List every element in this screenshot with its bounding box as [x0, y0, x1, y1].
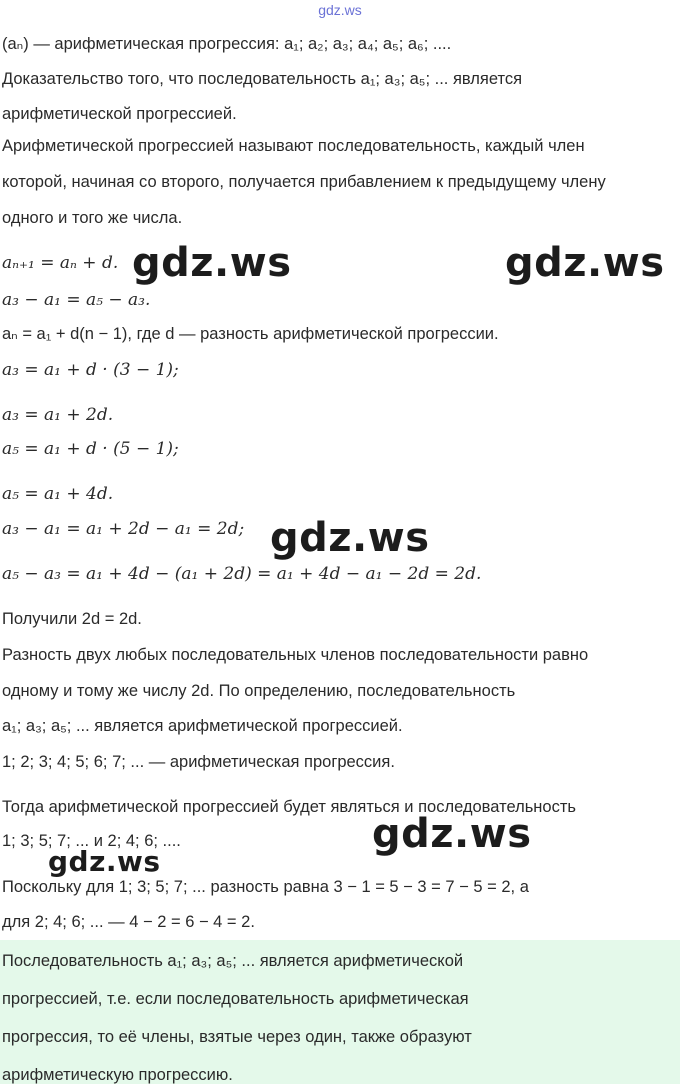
text-line: Доказательство того, что последовательность a₁; a₃; a₅; ... является: [2, 70, 523, 88]
formula-line: a₅ − a₃ = a₁ + 4d − (a₁ + 2d) = a₁ + 4d − a₁ − 2d = 2d.: [2, 564, 482, 584]
formula-line: aₙ₊₁ = aₙ + d.: [2, 253, 119, 273]
formula-line: aₙ = a₁ + d(n − 1), где d — разность арифметической прогрессии.: [2, 325, 499, 343]
conclusion-line: прогрессия, то её члены, взятые через один, также образуют: [2, 1028, 472, 1046]
watermark: gdz.ws: [270, 515, 430, 561]
watermark: gdz.ws: [132, 240, 292, 286]
site-mark: gdz.ws: [318, 2, 362, 18]
text-line: 1; 3; 5; 7; ... и 2; 4; 6; ....: [2, 832, 181, 850]
watermark: gdz.ws: [505, 240, 665, 286]
formula-line: a₃ − a₁ = a₅ − a₃.: [2, 290, 151, 310]
text-line: 1; 2; 3; 4; 5; 6; 7; ... — арифметическая прогрессия.: [2, 753, 395, 771]
text-line: (aₙ) — арифметическая прогрессия: a₁; a₂; a₃; a₄; a₅; a₆; ....: [2, 35, 452, 53]
formula-line: a₃ = a₁ + 2d.: [2, 405, 114, 425]
watermark: gdz.ws: [372, 811, 532, 857]
conclusion-line: Последовательность a₁; a₃; a₅; ... является арифметической: [2, 952, 464, 970]
text-line: Арифметической прогрессией называют последовательность, каждый член: [2, 137, 585, 155]
conclusion-box: [0, 940, 680, 1084]
conclusion-line: арифметическую прогрессию.: [2, 1066, 233, 1084]
text-line: одному и тому же числу 2d. По определению, последовательность: [2, 682, 516, 700]
text-line: которой, начиная со второго, получается прибавлением к предыдущему члену: [2, 173, 606, 191]
text-line: Разность двух любых последовательных членов последовательности равно: [2, 646, 589, 664]
text-line: одного и того же числа.: [2, 209, 183, 227]
text-line: Поскольку для 1; 3; 5; 7; ... разность равна 3 − 1 = 5 − 3 = 7 − 5 = 2, а: [2, 878, 529, 896]
formula-line: a₅ = a₁ + 4d.: [2, 484, 114, 504]
text-line: a₁; a₃; a₅; ... является арифметической прогрессией.: [2, 717, 403, 735]
formula-line: a₅ = a₁ + d · (5 − 1);: [2, 439, 179, 459]
formula-line: a₃ − a₁ = a₁ + 2d − a₁ = 2d;: [2, 519, 245, 539]
formula-line: a₃ = a₁ + d · (3 − 1);: [2, 360, 179, 380]
conclusion-line: прогрессией, т.е. если последовательность арифметическая: [2, 990, 469, 1008]
text-line: арифметической прогрессией.: [2, 105, 237, 123]
text-line: Получили 2d = 2d.: [2, 610, 142, 628]
watermark: gdz.ws: [48, 845, 161, 878]
text-line: для 2; 4; 6; ... — 4 − 2 = 6 − 4 = 2.: [2, 913, 255, 931]
text-line: Тогда арифметической прогрессией будет являться и последовательность: [2, 798, 576, 816]
